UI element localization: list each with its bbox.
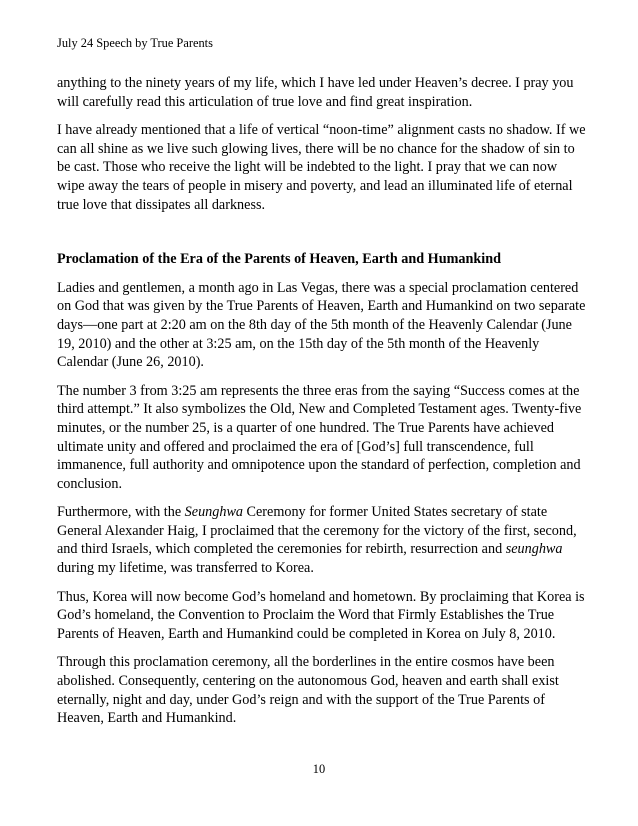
- running-header: July 24 Speech by True Parents: [57, 36, 213, 50]
- paragraph-7: Through this proclamation ceremony, all the borderlines in the entire cosmos have been abolished. Consequently, centering on the autonomous God, heaven and earth shall exist eternally, night and day, under God’s reign and with the support of the True Parents of Heaven, Earth and Humankind.: [57, 654, 559, 727]
- paragraph-2: I have already mentioned that a life of vertical “noon-time” alignment casts no shadow. If we can all shine as we live such glowing lives, there will be no chance for the shadow of sin to be cast. Those who receive the light will be indebted to the light. I pray that we can now wipe away the tears of people in misery and poverty, and lead an illuminated life of eternal true love that dissipates all darkness.: [57, 122, 586, 213]
- paragraph-5: [57, 503, 587, 577]
- paragraph-4: The number 3 from 3:25 am represents the three eras from the saying “Success comes at the third attempt.” It also symbolizes the Old, New and Completed Testament ages. Twenty-five minutes, or the number 25, is a quarter of one hundred. The True Parents have achieved ultimate unity and offered and proclaimed the era of [God’s] full transcendence, full immanence, full authority and omnipotence upon the standard of perfection, completion and conclusion.: [57, 382, 582, 492]
- paragraph-3: Ladies and gentlemen, a month ago in Las Vegas, there was a special proclamation centered on God that was given by the True Parents of Heaven, Earth and Humankind on two separate days—one part at 2:20 am on the 8th day of the 5th month of the Heavenly Calendar (June 19, 2010) and the other at 3:25 am, on the 15th day of the 5th month of the Heavenly Calendar (June 26, 2010).: [57, 279, 586, 371]
- paragraph-5-part-b: Ceremony for former United States secretary of state General Alexander Haig, I proclaimed that the ceremony for the victory of the first, second, and third Israels, which completed the ceremonies for rebirth, resurrection and: [57, 504, 577, 558]
- term-seunghwa-ceremony: Seunghwa: [184, 504, 243, 521]
- paragraph-5-part-c: during my lifetime, was transferred to Korea.: [57, 560, 314, 577]
- term-seunghwa: seunghwa: [505, 541, 563, 558]
- paragraph-1: anything to the ninety years of my life, which I have led under Heaven’s decree. I pray you will carefully read this articulation of true love and find great inspiration.: [57, 75, 574, 110]
- section-heading: Proclamation of the Era of the Parents of Heaven, Earth and Humankind: [57, 251, 502, 268]
- body-text: [57, 74, 587, 738]
- page-number: 10: [312, 762, 326, 776]
- paragraph-6: Thus, Korea will now become God’s homeland and hometown. By proclaiming that Korea is God’s homeland, the Convention to Proclaim the Word that Firmly Establishes the True Parents of Heaven, Earth and Humankind could be completed in Korea on July 8, 2010.: [57, 588, 585, 642]
- paragraph-5-part-a: Furthermore, with the: [57, 504, 185, 521]
